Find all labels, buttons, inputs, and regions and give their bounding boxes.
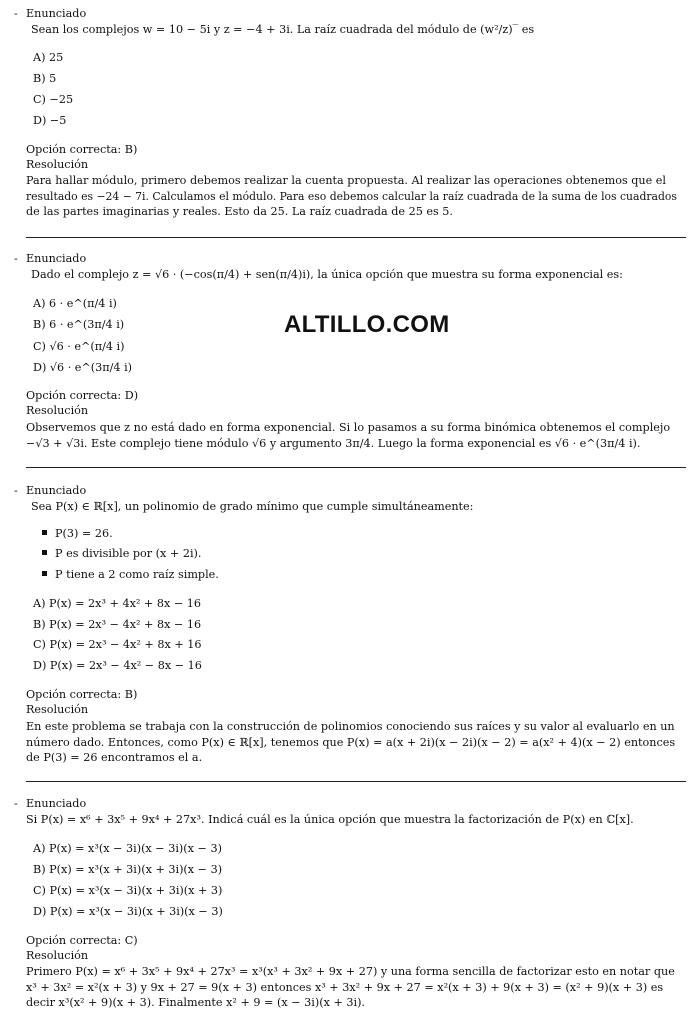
q2-option-b: B) 6 · e^(3π/4 i) [33, 318, 125, 331]
q1-enunciado-heading: - Enunciado [14, 7, 87, 20]
q1-option-d: D) −5 [33, 114, 67, 127]
q3-option-d: D) P(x) = 2x³ − 4x² − 8x − 16 [33, 659, 202, 672]
q2-correct-option: Opción correcta: D) [26, 389, 139, 402]
q3-condition-item: P tiene a 2 como raíz simple. [42, 568, 219, 582]
q1-resolution-line: resultado es −24 − 7i. Calculamos el módulo. Para eso debemos calcular la raíz cuadrada de la suma de los cuadrados [26, 189, 677, 203]
q4-correct-option: Opción correcta: C) [26, 934, 138, 947]
q3-option-a: A) P(x) = 2x³ + 4x² + 8x − 16 [33, 597, 201, 610]
q2-option-d: D) √6 · e^(3π/4 i) [33, 361, 133, 374]
q4-resolucion-heading: Resolución [26, 949, 89, 962]
bullet-square-icon [42, 550, 47, 555]
bullet-square-icon [42, 530, 47, 535]
q2-option-a: A) 6 · e^(π/4 i) [33, 297, 117, 310]
q3-option-b: B) P(x) = 2x³ − 4x² + 8x − 16 [33, 618, 202, 631]
altillo-watermark: ALTILLO.COM [284, 311, 450, 338]
divider [26, 467, 686, 468]
q4-resolution-line: Primero P(x) = x⁶ + 3x⁵ + 9x⁴ + 27x³ = x³(x³ + 3x² + 9x + 27) y una forma sencilla de factorizar esto en notar que [26, 965, 675, 978]
q2-resolution-line: −√3 + √3i. Este complejo tiene módulo √6 y argumento 3π/4. Luego la forma exponencial es √6 · e^(3π/4 i). [26, 436, 641, 450]
divider [26, 237, 686, 238]
q3-resolution-line: número dado. Entonces, como P(x) ∈ ℝ[x], tenemos que P(x) = a(x + 2i)(x − 2i)(x − 2) = a(x² + 4)(x − 2) entonces [26, 735, 676, 749]
q4-statement: Si P(x) = x⁶ + 3x⁵ + 9x⁴ + 27x³. Indicá cuál es la única opción que muestra la factorización de P(x) en ℂ[x]. [26, 813, 634, 826]
q4-option-d: D) P(x) = x³(x − 3i)(x + 3i)(x − 3) [33, 905, 223, 918]
q1-resolucion-heading: Resolución [26, 158, 89, 171]
q1-option-a: A) 25 [33, 51, 64, 64]
q3-condition-item: P(3) = 26. [42, 527, 113, 541]
q3-resolution-line: En este problema se trabaja con la construcción de polinomios conociendo sus raíces y su valor al evaluarlo en un [26, 720, 675, 733]
q1-resolution-line: Para hallar módulo, primero debemos realizar la cuenta propuesta. Al realizar las operaciones obtenemos que el [26, 174, 666, 187]
q1-resolution [26, 173, 686, 220]
q4-option-b: B) P(x) = x³(x + 3i)(x + 3i)(x − 3) [33, 863, 223, 876]
q1-option-c: C) −25 [33, 93, 74, 106]
q4-resolution-line: x³ + 3x² = x²(x + 3) y 9x + 27 = 9(x + 3) entonces x³ + 3x² + 9x + 27 = x²(x + 3) + 9(x + 3) = (x² + 9)(x + 3) es [26, 980, 664, 994]
q2-option-c: C) √6 · e^(π/4 i) [33, 340, 125, 353]
q3-correct-option: Opción correcta: B) [26, 688, 138, 701]
q3-statement: Sea P(x) ∈ ℝ[x], un polinomio de grado mínimo que cumple simultáneamente: [31, 500, 474, 513]
q1-statement: Sean los complejos w = 10 − 5i y z = −4 + 3i. La raíz cuadrada del módulo de (w²/z)‾ es [31, 23, 535, 36]
q3-resolution [26, 719, 686, 766]
q2-resolucion-heading: Resolución [26, 404, 89, 417]
q4-enunciado-heading: - Enunciado [14, 797, 87, 810]
q3-resolucion-heading: Resolución [26, 703, 89, 716]
q3-option-c: C) P(x) = 2x³ − 4x² + 8x + 16 [33, 638, 202, 651]
q4-resolution-line: decir x³(x² + 9)(x + 3). Finalmente x² + 9 = (x − 3i)(x + 3i). [26, 996, 365, 1009]
q2-statement: Dado el complejo z = √6 · (−cos(π/4) + sen(π/4)i), la única opción que muestra su forma exponencial es: [31, 268, 623, 281]
q1-option-b: B) 5 [33, 72, 57, 85]
q2-enunciado-heading: - Enunciado [14, 252, 87, 265]
q2-resolution [26, 420, 686, 451]
q1-correct-option: Opción correcta: B) [26, 143, 138, 156]
q3-enunciado-heading: - Enunciado [14, 484, 87, 497]
q2-resolution-line: Observemos que z no está dado en forma exponencial. Si lo pasamos a su forma binómica obtenemos el complejo [26, 421, 671, 434]
q4-option-c: C) P(x) = x³(x − 3i)(x + 3i)(x + 3) [33, 884, 223, 897]
q4-resolution [26, 964, 686, 1011]
q1-resolution-line: de las partes imaginarias y reales. Esto da 25. La raíz cuadrada de 25 es 5. [26, 205, 453, 218]
divider [26, 781, 686, 782]
q3-condition-item: P es divisible por (x + 2i). [42, 547, 201, 561]
q3-resolution-line: de P(3) = 26 encontramos el a. [26, 751, 203, 764]
bullet-square-icon [42, 571, 47, 576]
q4-option-a: A) P(x) = x³(x − 3i)(x − 3i)(x − 3) [33, 842, 222, 855]
